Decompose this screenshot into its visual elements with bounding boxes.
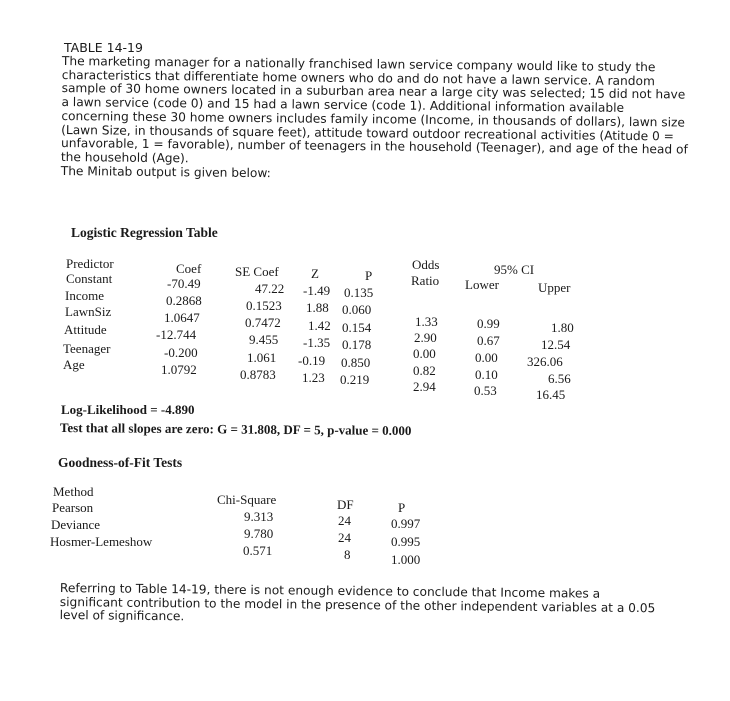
row-p: 0.135	[344, 285, 374, 300]
row-predictor: Income	[65, 288, 104, 303]
log-likelihood: Log-Likelihood = -4.890	[61, 402, 195, 417]
gof-header-chi: Chi-Square	[217, 492, 277, 507]
row-z: 1.88	[306, 300, 329, 315]
header-upper: Upper	[538, 280, 571, 295]
row-predictor: Constant	[66, 271, 113, 286]
gof-table-title: Goodness-of-Fit Tests	[58, 455, 183, 470]
row-upper: 1.80	[551, 320, 574, 335]
gof-row-method: Pearson	[52, 500, 94, 515]
gof-header-df: DF	[337, 497, 354, 512]
slope-test: Test that all slopes are zero: G = 31.808, DF = 5, p-value = 0.000	[59, 420, 412, 439]
row-p: 0.178	[342, 337, 372, 352]
row-se: 1.061	[247, 350, 277, 365]
row-upper: 6.56	[548, 371, 571, 386]
row-predictor: Teenager	[63, 341, 111, 356]
row-se: 0.8783	[240, 367, 276, 382]
row-odds: 0.82	[413, 363, 436, 378]
row-upper: 326.06	[527, 354, 563, 369]
gof-header-method: Method	[53, 484, 94, 499]
row-lower: 0.67	[477, 333, 500, 348]
gof-row-p: 0.997	[391, 516, 421, 531]
row-z: -1.49	[303, 283, 331, 298]
logistic-table-title: Logistic Regression Table	[71, 225, 218, 240]
row-z: 1.42	[308, 318, 331, 333]
question-text: Referring to Table 14-19, there is not enough evidence to conclude that Income makes a significant contribution to the model in the presence of the other independent variables at a 0.05 level of significance.	[59, 581, 656, 624]
gof-row-chi: 0.571	[243, 543, 273, 558]
row-upper: 12.54	[541, 337, 571, 352]
row-odds: 2.90	[414, 330, 437, 345]
row-odds: 2.94	[413, 379, 436, 394]
row-coef: 1.0792	[161, 362, 197, 377]
row-z: 1.23	[302, 370, 325, 385]
row-odds: 0.00	[413, 346, 436, 361]
header-odds: Odds	[412, 257, 440, 272]
row-z: -1.35	[303, 335, 331, 350]
gof-row-df: 24	[338, 513, 351, 528]
row-se: 9.455	[249, 332, 279, 347]
row-p: 0.154	[342, 320, 372, 335]
row-odds: 1.33	[415, 314, 438, 329]
gof-row-method: Hosmer-Lemeshow	[50, 534, 153, 549]
row-p: 0.219	[340, 372, 370, 387]
gof-row-method: Deviance	[51, 517, 101, 532]
row-coef: -0.200	[164, 345, 198, 360]
row-lower: 0.10	[475, 367, 498, 382]
header-se-coef: SE Coef	[235, 264, 279, 279]
intro-text: The marketing manager for a nationally franchised lawn service company would like to study the characteristics that differentiate home owners who do and do not have a lawn service. A random sample of 30 home owners located in a suburban area near a large city was selected; 15 did not have a lawn service (code 0) and 15 had a lawn service (code 1). Additional information available concerning these 30 home owners includes family income (Income, in thousands of dollars), lawn size (Lawn Size, in thousands of square feet), attitude toward outdoor recreational activities (Atitude 0 = unfavorable, 1 = favorable), number of teenagers in the household (Teenager), and age of the head of the household (Age).	[60, 54, 688, 166]
table-label: TABLE 14-19	[64, 40, 143, 55]
row-lower: 0.00	[475, 350, 498, 365]
row-se: 0.7472	[245, 315, 281, 330]
row-lower: 0.53	[474, 383, 497, 398]
row-predictor: Age	[63, 357, 85, 372]
gof-row-chi: 9.313	[244, 509, 274, 524]
header-p: P	[365, 268, 373, 283]
gof-row-p: 0.995	[391, 534, 421, 549]
row-upper: 16.45	[536, 387, 566, 402]
header-lower: Lower	[465, 277, 499, 292]
gof-row-p: 1.000	[391, 552, 421, 567]
header-coef: Coef	[176, 261, 202, 276]
row-coef: 0.2868	[166, 293, 202, 308]
header-ci: 95% CI	[494, 262, 535, 277]
intro-paragraph	[61, 55, 690, 185]
row-coef: -70.49	[167, 276, 201, 291]
row-se: 0.1523	[246, 298, 282, 313]
gof-row-df: 8	[344, 547, 351, 562]
row-predictor: Attitude	[64, 322, 107, 337]
row-coef: -12.744	[156, 327, 197, 342]
gof-row-df: 24	[338, 530, 351, 545]
gof-header-p: P	[398, 500, 406, 515]
row-p: 0.850	[341, 355, 371, 370]
row-predictor: LawnSiz	[65, 304, 112, 319]
header-predictor: Predictor	[66, 256, 114, 271]
row-coef: 1.0647	[164, 310, 200, 325]
header-z: Z	[311, 266, 319, 281]
header-ratio: Ratio	[411, 273, 440, 288]
row-p: 0.060	[342, 302, 372, 317]
row-lower: 0.99	[477, 316, 500, 331]
gof-row-chi: 9.780	[244, 526, 274, 541]
row-z: -0.19	[298, 353, 326, 368]
row-se: 47.22	[255, 281, 285, 296]
minitab-line: The Minitab output is given below:	[60, 163, 271, 180]
